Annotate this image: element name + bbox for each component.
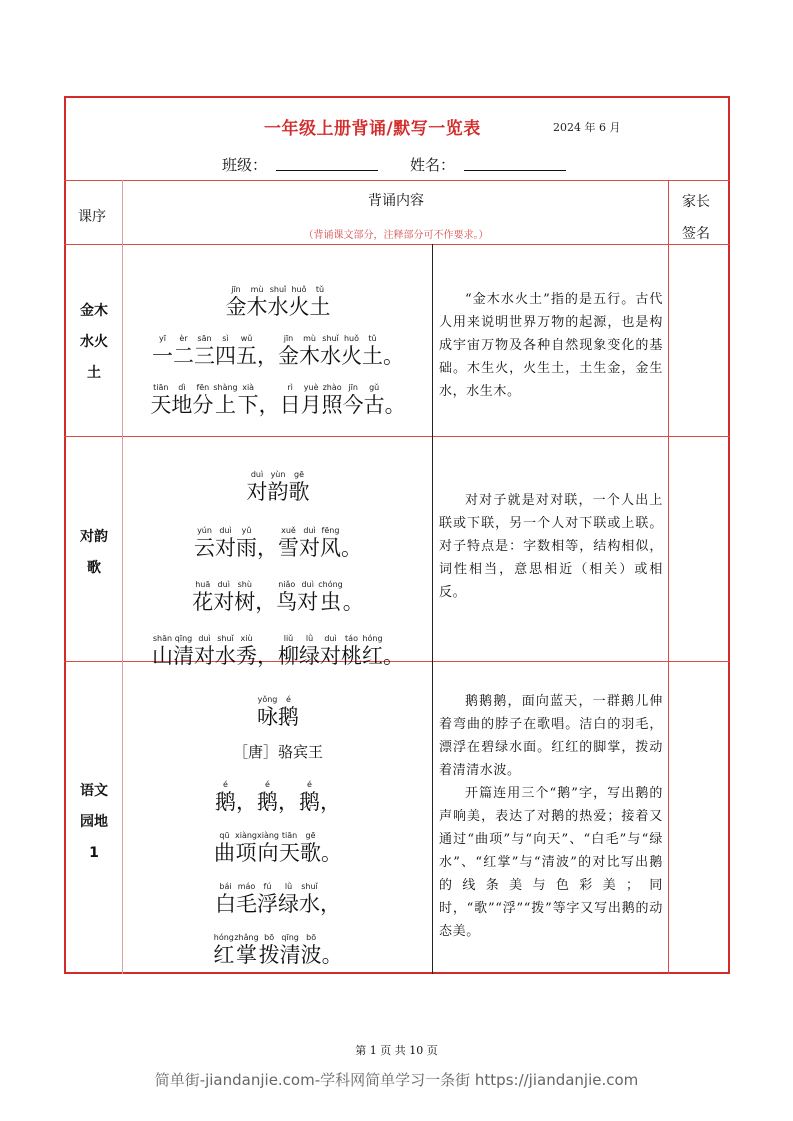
hanzi: 鹅 — [257, 790, 278, 814]
watermark-footer: 简单街-jiandanjie.com-学科网简单学习一条街 https://jiandanjie.com — [154, 1071, 639, 1089]
hanzi: 清 — [279, 943, 301, 967]
poem-line — [247, 470, 310, 505]
hanzi: 清 — [173, 644, 194, 668]
hanzi: 今 — [342, 393, 364, 417]
explanation-text — [439, 690, 663, 943]
page-title: 一年级上册背诵/默写一览表 — [264, 119, 481, 139]
poem-line — [194, 526, 362, 561]
hanzi: 对 — [246, 480, 268, 504]
poem-line — [192, 580, 364, 615]
poem-title — [124, 687, 432, 730]
hanzi: 红 — [362, 644, 383, 668]
poem-line — [152, 334, 404, 369]
hanzi: 柳 — [278, 644, 299, 668]
pinyin: táo — [345, 634, 358, 643]
pinyin: yǔ — [241, 526, 252, 535]
poem-line — [226, 285, 331, 320]
pinyin: fēn — [196, 383, 210, 392]
pinyin: huā — [195, 580, 211, 589]
hanzi: 毛 — [236, 892, 257, 916]
hanzi: 一 — [152, 344, 173, 368]
pinyin: sān — [197, 334, 212, 343]
hanzi: 雪 — [278, 536, 299, 560]
hanzi: 对 — [213, 590, 235, 614]
pinyin: jīn — [283, 334, 294, 343]
pinyin: zhào — [322, 383, 342, 392]
hanzi: 对 — [297, 590, 319, 614]
pinyin: gē — [294, 470, 304, 479]
pinyin: tiān — [281, 831, 298, 840]
pinyin: bō — [264, 933, 275, 942]
punctuation: 。 — [321, 841, 343, 865]
content-note: （背诵课文部分，注释部分可不作要求。） — [303, 230, 489, 241]
pinyin: huǒ — [291, 285, 307, 294]
divider — [668, 180, 669, 974]
hanzi: 水 — [267, 295, 289, 319]
hanzi: 三 — [194, 344, 215, 368]
hanzi: 咏 — [257, 705, 278, 729]
hanzi: 对 — [215, 536, 236, 560]
pinyin: bō — [306, 933, 317, 942]
pinyin: yùn — [270, 470, 286, 479]
hanzi: 树 — [234, 590, 256, 614]
hanzi: 雨 — [236, 536, 257, 560]
pinyin: liǔ — [283, 634, 294, 643]
poem-content — [124, 462, 432, 669]
hanzi: 秀 — [236, 644, 257, 668]
poem-line — [215, 780, 341, 815]
hanzi: 古 — [363, 393, 385, 417]
hanzi: 虫 — [319, 590, 341, 614]
hanzi: 照 — [321, 393, 343, 417]
explanation-paragraph: “金木水火土”指的是五行。古代人用来说明世界万物的起源，也是构成宇宙万物及各种自然现象变化的基础。木生火，火生土，土生金，金生水，水生木。 — [439, 292, 663, 399]
pinyin: fēng — [321, 526, 340, 535]
lesson-label: 对韵 歌 — [80, 529, 108, 576]
hanzi: 金 — [278, 344, 299, 368]
hanzi: 红 — [213, 943, 235, 967]
date-label: 2024 年 6 月 — [553, 121, 621, 134]
hanzi: 四 — [215, 344, 236, 368]
pinyin: tiān — [153, 383, 169, 392]
hanzi: 拨 — [258, 943, 280, 967]
hanzi: 上 — [214, 393, 236, 417]
punctuation: 。 — [384, 393, 406, 417]
column-header-sign-line2: 签名 — [682, 226, 710, 242]
class-label: 班级： — [222, 156, 268, 174]
hanzi: 木 — [246, 295, 268, 319]
poem-title — [124, 462, 432, 505]
divider — [64, 436, 730, 437]
divider — [122, 180, 123, 974]
pinyin: é — [286, 695, 291, 704]
hanzi: 木 — [299, 344, 320, 368]
divider — [64, 180, 730, 181]
hanzi: 曲 — [213, 841, 235, 865]
pinyin: mù — [303, 334, 316, 343]
hanzi: 对 — [299, 536, 320, 560]
pinyin: yuè — [303, 383, 319, 392]
name-label: 姓名： — [410, 156, 456, 174]
column-header-content: 背诵内容 — [368, 193, 424, 209]
pinyin: shān — [152, 634, 173, 643]
hanzi: 地 — [171, 393, 193, 417]
hanzi: 鸟 — [276, 590, 298, 614]
hanzi: 二 — [173, 344, 194, 368]
punctuation: 。 — [383, 344, 404, 368]
pinyin: yún — [197, 526, 212, 535]
hanzi: 浮 — [257, 892, 278, 916]
pinyin: duì — [301, 580, 314, 589]
explanation-paragraph: 对对子就是对对联，一个人出上联或下联，另一个人对下联或上联。对子特点是：字数相等，结构相似，词性相当，意思相近（相关）或相反。 — [439, 493, 663, 600]
pinyin: xià — [242, 383, 255, 392]
hanzi: 山 — [152, 644, 173, 668]
punctuation: ， — [258, 393, 280, 417]
page-number: 第 1 页 共 10 页 — [355, 1044, 438, 1057]
pinyin: qū — [219, 831, 230, 840]
pinyin: dì — [178, 383, 186, 392]
pinyin: shàng — [213, 383, 238, 392]
pinyin: huǒ — [343, 334, 360, 343]
pinyin: duì — [303, 526, 316, 535]
poem-content — [124, 687, 432, 968]
hanzi: 歌 — [300, 841, 322, 865]
pinyin: wǔ — [240, 334, 253, 343]
pinyin: rì — [287, 383, 293, 392]
punctuation: ， — [320, 892, 341, 916]
hanzi: 白 — [215, 892, 236, 916]
poem-title — [124, 277, 432, 320]
pinyin: shuǐ — [301, 882, 318, 891]
pinyin: tǔ — [315, 285, 325, 294]
explanation-text — [439, 288, 663, 403]
poem-line — [214, 831, 342, 866]
punctuation: ， — [236, 790, 257, 814]
punctuation: ， — [278, 790, 299, 814]
punctuation: ， — [257, 536, 278, 560]
pinyin: yǒng — [257, 695, 278, 704]
punctuation: 。 — [342, 590, 364, 614]
pinyin: shuǐ — [269, 285, 287, 294]
hanzi: 对 — [320, 644, 341, 668]
class-field[interactable] — [276, 170, 378, 171]
pinyin: qīng — [281, 933, 299, 942]
hanzi: 鹅 — [215, 790, 236, 814]
poem-content — [124, 277, 432, 418]
poem-line — [215, 882, 341, 917]
pinyin: xuě — [281, 526, 296, 535]
hanzi: 波 — [300, 943, 322, 967]
hanzi: 绿 — [278, 892, 299, 916]
pinyin: duì — [219, 526, 232, 535]
hanzi: 金 — [225, 295, 247, 319]
poem-line — [257, 695, 299, 730]
hanzi: 日 — [279, 393, 301, 417]
hanzi: 水 — [299, 892, 320, 916]
explanation-paragraph: 开篇连用三个“鹅”字，写出鹅的声响美，表达了对鹅的热爱；接着又通过“曲项”与“向天”、“白毛”与“绿水”、“红掌”与“清波”的对比写出鹅的线条美与色彩美；同时，“歌”“浮”“拨”等字又写出鹅的动态美。 — [439, 786, 663, 939]
hanzi: 分 — [192, 393, 214, 417]
column-header-sign-line1: 家长 — [682, 194, 710, 210]
pinyin: duì — [198, 634, 211, 643]
hanzi: 向 — [257, 841, 279, 865]
lesson-label: 语文 园地 1 — [80, 783, 108, 861]
hanzi: 水 — [320, 344, 341, 368]
hanzi: 水 — [215, 644, 236, 668]
pinyin: xiàng — [234, 831, 257, 840]
pinyin: é — [265, 780, 270, 789]
pinyin: xiù — [240, 634, 253, 643]
hanzi: 天 — [279, 841, 301, 865]
hanzi: 土 — [362, 344, 383, 368]
hanzi: 歌 — [288, 480, 310, 504]
pinyin: fú — [263, 882, 272, 891]
punctuation: ， — [320, 790, 341, 814]
poem-line — [213, 933, 342, 968]
pinyin: tǔ — [368, 334, 377, 343]
hanzi: 绿 — [299, 644, 320, 668]
hanzi: 掌 — [235, 943, 257, 967]
hanzi: 风 — [320, 536, 341, 560]
pinyin: gǔ — [369, 383, 380, 392]
pinyin: chóng — [318, 580, 343, 589]
pinyin: lǜ — [284, 882, 293, 891]
hanzi: 土 — [309, 295, 331, 319]
hanzi: 韵 — [267, 480, 289, 504]
pinyin: niǎo — [278, 580, 296, 589]
pinyin: èr — [179, 334, 188, 343]
pinyin: sì — [222, 334, 229, 343]
pinyin: lǜ — [305, 634, 314, 643]
pinyin: yī — [159, 334, 166, 343]
name-field[interactable] — [464, 170, 566, 171]
divider — [64, 244, 730, 245]
pinyin: duì — [250, 470, 264, 479]
hanzi: 下 — [237, 393, 259, 417]
punctuation: 。 — [383, 644, 404, 668]
pinyin: zhǎng — [234, 933, 259, 942]
pinyin: jīn — [348, 383, 358, 392]
hanzi: 鹅 — [278, 705, 299, 729]
column-header-lesson: 课序 — [78, 209, 106, 225]
punctuation: 。 — [341, 536, 362, 560]
pinyin: bái — [219, 882, 232, 891]
pinyin: máo — [237, 882, 256, 891]
explanation-text — [439, 489, 663, 604]
poem-author: ［唐］骆宾王 — [232, 743, 323, 761]
hanzi: 桃 — [341, 644, 362, 668]
pinyin: gē — [305, 831, 316, 840]
punctuation: 。 — [321, 943, 343, 967]
pinyin: shù — [237, 580, 252, 589]
hanzi: 天 — [150, 393, 172, 417]
pinyin: xiàng — [257, 831, 280, 840]
pinyin: shuǐ — [322, 334, 339, 343]
hanzi: 火 — [288, 295, 310, 319]
explanation-paragraph: 鹅鹅鹅，面向蓝天，一群鹅儿伸着弯曲的脖子在歌唱。洁白的羽毛，漂浮在碧绿水面。红红的脚掌，拨动着清清水波。 — [439, 694, 663, 778]
hanzi: 月 — [300, 393, 322, 417]
hanzi: 项 — [235, 841, 257, 865]
pinyin: hóng — [213, 933, 234, 942]
poem-line — [150, 383, 405, 418]
pinyin: hóng — [362, 634, 383, 643]
pinyin: duì — [217, 580, 230, 589]
pinyin: shuǐ — [217, 634, 234, 643]
pinyin: duì — [324, 634, 337, 643]
hanzi: 云 — [194, 536, 215, 560]
divider — [432, 244, 433, 974]
hanzi: 花 — [192, 590, 214, 614]
pinyin: é — [307, 780, 312, 789]
hanzi: 对 — [194, 644, 215, 668]
hanzi: 五 — [236, 344, 257, 368]
pinyin: jīn — [231, 285, 241, 294]
hanzi: 火 — [341, 344, 362, 368]
hanzi: 鹅 — [299, 790, 320, 814]
lesson-label: 金木 水火 土 — [80, 303, 108, 381]
pinyin: é — [223, 780, 228, 789]
pinyin: qīng — [174, 634, 193, 643]
poem-line — [152, 634, 404, 669]
pinyin: mù — [250, 285, 264, 294]
punctuation: ， — [257, 344, 278, 368]
punctuation: ， — [257, 644, 278, 668]
punctuation: ， — [255, 590, 277, 614]
